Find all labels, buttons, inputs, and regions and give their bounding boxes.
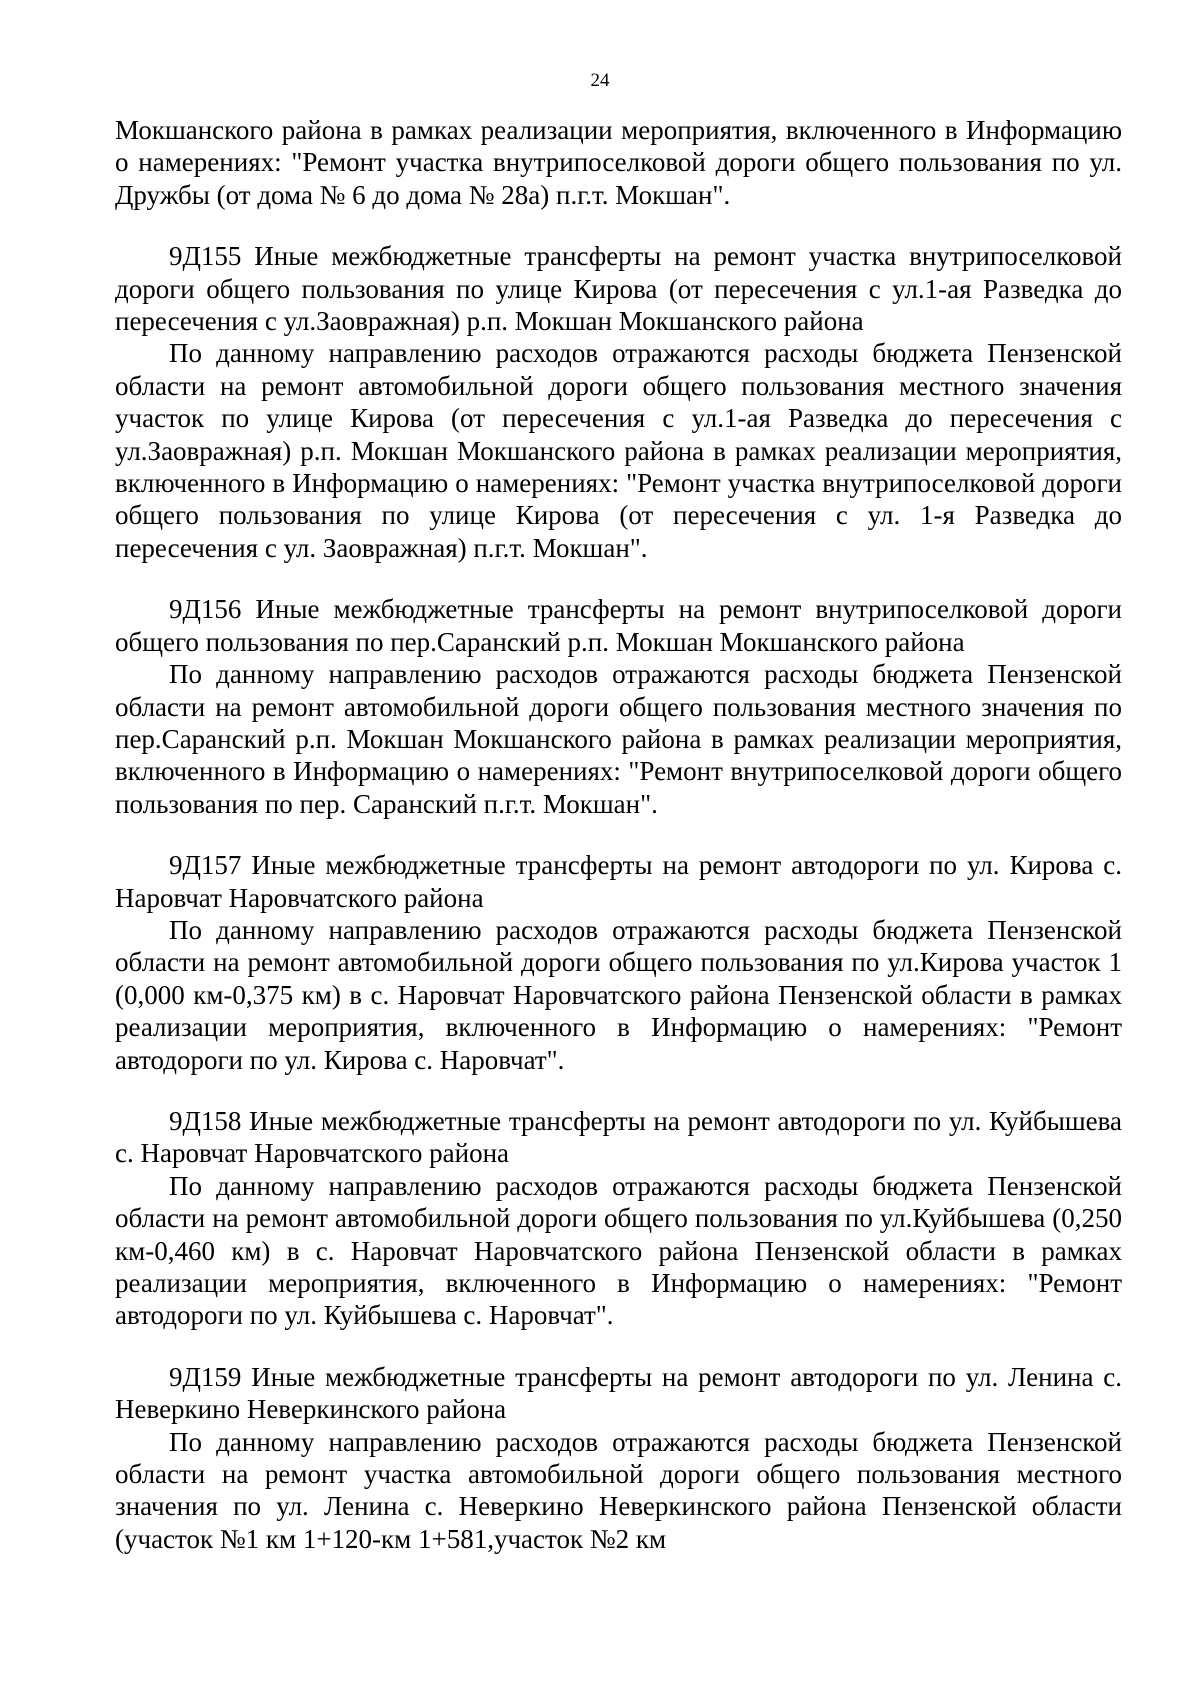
section-9d155 <box>115 240 1122 564</box>
section-heading: 9Д156 Иные межбюджетные трансферты на ремонт внутрипоселковой дороги общего пользования по пер.Саранский р.п. Мокшан Мокшанского района <box>115 594 1122 657</box>
section-body: По данному направлению расходов отражаются расходы бюджета Пензенской области на ремонт автомобильной дороги общего пользования местного значения участок по улице Кирова (от пересечения с ул.1-ая Разведка до пересечения с ул.Заовражная) р.п. Мокшан Мокшанского района в рамках реализации мероприятия, включенного в Информацию о намерениях: "Ремонт участка внутрипоселковой дороги общего пользования по улице Кирова (от пересечения с ул. 1-я Разведка до пересечения с ул. Заовражная) п.г.т. Мокшан". <box>115 338 1122 563</box>
section-body: По данному направлению расходов отражаются расходы бюджета Пензенской области на ремонт участка автомобильной дороги общего пользования местного значения по ул. Ленина с. Неверкино Неверкинского района Пензенской области (участок №1 км 1+120-км 1+581,участок №2 км <box>115 1426 1122 1554</box>
section-body: По данному направлению расходов отражаются расходы бюджета Пензенской области на ремонт автомобильной дороги общего пользования по ул.Куйбышева (0,250 км-0,460 км) в с. Наровчат Наровчатского района Пензенской области в рамках реализации мероприятия, включенного в Информацию о намерениях: "Ремонт автодороги по ул. Куйбышева с. Наровчат". <box>115 1170 1122 1331</box>
section-heading: 9Д157 Иные межбюджетные трансферты на ремонт автодороги по ул. Кирова с. Наровчат Наровчатского района <box>115 850 1122 913</box>
document-body <box>115 114 1122 1555</box>
section-9d159 <box>115 1361 1122 1555</box>
section-9d158 <box>115 1105 1122 1332</box>
section-heading: 9Д158 Иные межбюджетные трансферты на ремонт автодороги по ул. Куйбышева с. Наровчат Наровчатского района <box>115 1105 1122 1169</box>
page-number: 24 <box>590 70 610 91</box>
section-heading: 9Д155 Иные межбюджетные трансферты на ремонт участка внутрипоселковой дороги общего пользования по улице Кирова (от пересечения с ул.1-ая Разведка до пересечения с ул.Заовражная) р.п. Мокшан Мокшанского района <box>115 241 1122 337</box>
section-9d156 <box>115 593 1122 820</box>
section-body: По данному направлению расходов отражаются расходы бюджета Пензенской области на ремонт автомобильной дороги общего пользования местного значения по пер.Саранский р.п. Мокшан Мокшанского района в рамках реализации мероприятия, включенного в Информацию о намерениях: "Ремонт внутрипоселковой дороги общего пользования по пер. Саранский п.г.т. Мокшан". <box>115 659 1122 819</box>
continuation-paragraph: Мокшанского района в рамках реализации мероприятия, включенного в Информацию о намерениях: "Ремонт участка внутрипоселковой дороги общего пользования по ул. Дружбы (от дома № 6 до дома № 28а) п.г.т. Мокшан". <box>115 115 1122 210</box>
section-body: По данному направлению расходов отражаются расходы бюджета Пензенской области на ремонт автомобильной дороги общего пользования по ул.Кирова участок 1 (0,000 км-0,375 км) в с. Наровчат Наровчатского района Пензенской области в рамках реализации мероприятия, включенного в Информацию о намерениях: "Ремонт автодороги по ул. Кирова с. Наровчат". <box>115 914 1122 1075</box>
section-heading: 9Д159 Иные межбюджетные трансферты на ремонт автодороги по ул. Ленина с. Неверкино Неверкинского района <box>115 1361 1122 1425</box>
section-9d157 <box>115 849 1122 1076</box>
